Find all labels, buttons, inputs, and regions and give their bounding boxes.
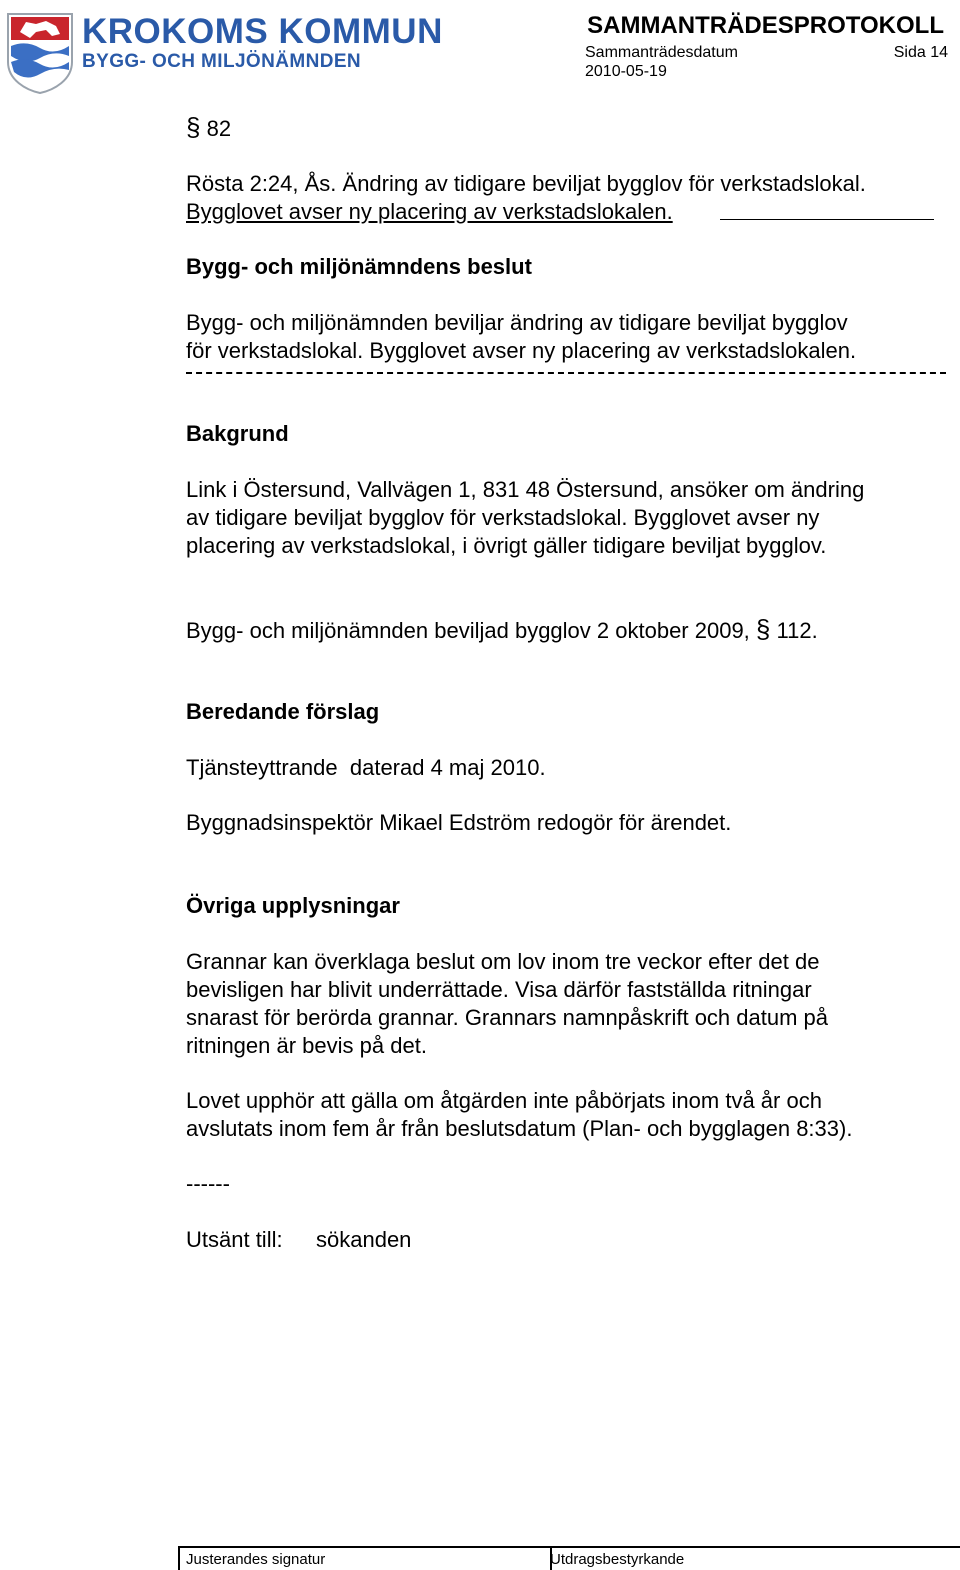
municipal-coat-of-arms-icon: [6, 12, 74, 94]
sent-to-label: Utsänt till:: [186, 1227, 283, 1252]
section-number: [186, 113, 231, 143]
proposal-line2: Byggnadsinspektör Mikael Edström redogör för ärendet.: [186, 810, 732, 835]
section-number-value: 82: [206, 116, 232, 141]
background-line1: Link i Östersund, Vallvägen 1, 831 48 Östersund, ansöker om ändring: [186, 477, 865, 502]
other-info-heading: Övriga upplysningar: [186, 893, 400, 918]
title-underline: [720, 219, 934, 220]
other-info-p1-line2: bevisligen har blivit underrättade. Visa därför fastställda ritningar: [186, 977, 812, 1002]
closing-separator: ------: [186, 1171, 230, 1196]
meeting-date-label: Sammanträdesdatum: [585, 44, 738, 61]
proposal-heading: Beredande förslag: [186, 699, 380, 724]
meeting-date: 2010-05-19: [585, 63, 667, 80]
previous-permit-section: 112.: [776, 618, 818, 643]
org-department: BYGG- OCH MILJÖNÄMNDEN: [82, 51, 362, 72]
case-title-line1: Rösta 2:24, Ås. Ändring av tidigare beviljat bygglov för verkstadslokal.: [186, 171, 866, 196]
decision-line1: Bygg- och miljönämnden beviljar ändring av tidigare beviljat bygglov: [186, 310, 848, 335]
paragraph-sign: §: [186, 112, 201, 142]
page-number: Sida 14: [893, 44, 948, 61]
other-info-p1-line1: Grannar kan överklaga beslut om lov inom tre veckor efter det de: [186, 949, 820, 974]
other-info-p1-line4: ritningen är bevis på det.: [186, 1033, 427, 1058]
org-name: KROKOMS KOMMUN: [82, 12, 443, 51]
previous-permit-reference: [186, 615, 818, 645]
case-title-line2: Bygglovet avser ny placering av verkstadslokalen.: [186, 199, 673, 224]
paragraph-sign: §: [755, 614, 771, 644]
proposal-line1: Tjänsteyttrande daterad 4 maj 2010.: [186, 755, 546, 780]
previous-permit-text: Bygg- och miljönämnden beviljad bygglov 2 oktober 2009,: [186, 618, 750, 643]
other-info-p2-line2: avslutats inom fem år från beslutsdatum (Plan- och bygglagen 8:33).: [186, 1116, 853, 1141]
background-line2: av tidigare beviljat bygglov för verkstadslokal. Bygglovet avser ny: [186, 505, 820, 530]
certified-label: Utdragsbestyrkande: [550, 1551, 685, 1568]
background-heading: Bakgrund: [186, 421, 289, 446]
dashed-separator: [186, 372, 946, 386]
footer-signature-box: [178, 1546, 960, 1570]
other-info-p2-line1: Lovet upphör att gälla om åtgärden inte påbörjats inom två år och: [186, 1088, 822, 1113]
sent-to-value: sökanden: [316, 1227, 412, 1252]
decision-heading: Bygg- och miljönämndens beslut: [186, 254, 532, 279]
decision-line2: för verkstadslokal. Bygglovet avser ny placering av verkstadslokalen.: [186, 338, 857, 363]
background-line3: placering av verkstadslokal, i övrigt gäller tidigare beviljat bygglov.: [186, 533, 827, 558]
signature-label: Justerandes signatur: [186, 1551, 326, 1568]
other-info-p1-line3: snarast för berörda grannar. Grannars namnpåskrift och datum på: [186, 1005, 829, 1030]
document-type: SAMMANTRÄDESPROTOKOLL: [587, 12, 944, 39]
